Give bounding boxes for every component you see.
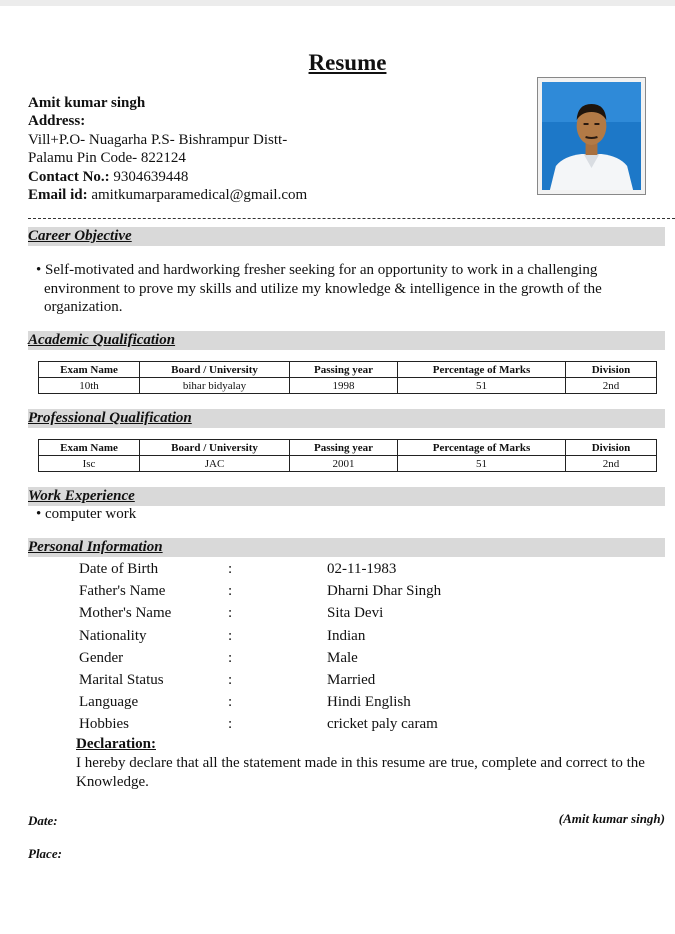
address-line-2: Palamu Pin Code- 822124 — [28, 150, 186, 167]
info-separator: : — [228, 649, 233, 666]
section-personal-information — [28, 538, 665, 557]
contact-block — [28, 94, 307, 204]
top-strip — [0, 0, 675, 6]
signature-name: (Amit kumar singh) — [558, 811, 665, 826]
info-label: Mother's Name — [79, 605, 172, 622]
info-value: Married — [327, 671, 376, 688]
column-header: Board / University — [140, 440, 290, 456]
column-header: Division — [566, 440, 657, 456]
table-header-row — [39, 362, 657, 378]
declaration-heading: Declaration: — [76, 736, 156, 752]
place-label: Place: — [28, 846, 62, 861]
table-row — [39, 456, 657, 472]
contact-row — [28, 168, 307, 186]
info-label: Father's Name — [79, 583, 166, 600]
section-work-experience — [28, 487, 665, 506]
table-cell: JAC — [140, 456, 290, 472]
info-label: Gender — [79, 649, 124, 666]
contact-value: 9304639448 — [113, 168, 189, 185]
email-label: Email id: — [28, 187, 88, 204]
section-heading: Professional Qualification — [28, 410, 192, 426]
table-header-row — [39, 440, 657, 456]
info-label: Language — [79, 694, 139, 711]
table-cell: Isc — [39, 456, 140, 472]
table-cell: 2nd — [566, 378, 657, 394]
profile-photo — [537, 77, 646, 195]
table-cell: 10th — [39, 378, 140, 394]
date-label: Date: — [28, 813, 58, 828]
info-value: Male — [327, 649, 358, 666]
column-header: Exam Name — [39, 440, 140, 456]
info-separator: : — [228, 671, 233, 688]
email-row — [28, 186, 307, 204]
info-label: Nationality — [79, 627, 147, 644]
info-value: 02-11-1983 — [327, 561, 397, 577]
section-career-objective — [28, 227, 665, 246]
table-cell: bihar bidyalay — [140, 378, 290, 394]
page-title: Resume — [308, 50, 387, 75]
info-value: cricket paly caram — [327, 716, 438, 733]
section-heading: Career Objective — [28, 228, 132, 244]
section-heading: Academic Qualification — [28, 332, 176, 348]
email-value: amitkumarparamedical@gmail.com — [91, 187, 308, 204]
professional-table — [38, 439, 657, 472]
info-value: Hindi English — [327, 694, 411, 711]
table-cell: 51 — [398, 456, 566, 472]
info-separator: : — [228, 694, 233, 711]
academic-table — [38, 361, 657, 394]
column-header: Passing year — [290, 440, 398, 456]
dashed-divider — [28, 218, 675, 219]
column-header: Board / University — [140, 362, 290, 378]
address-line-1: Vill+P.O- Nuagarha P.S- Bishrampur Distt- — [28, 131, 288, 148]
column-header: Percentage of Marks — [398, 440, 566, 456]
info-separator: : — [228, 716, 233, 733]
info-separator: : — [228, 605, 233, 622]
table-cell: 2001 — [290, 456, 398, 472]
column-header: Percentage of Marks — [398, 362, 566, 378]
career-objective-text: • Self-motivated and hardworking fresher seeking for an opportunity to work in a challenging environment to prove my skills and utilize my knowledge & intelligence in the growth of the organization. — [36, 262, 602, 315]
work-experience-item: • computer work — [36, 506, 137, 522]
info-value: Indian — [327, 627, 366, 644]
info-value: Sita Devi — [327, 605, 384, 622]
info-label: Date of Birth — [79, 561, 159, 577]
column-header: Exam Name — [39, 362, 140, 378]
section-academic-qualification — [28, 331, 665, 350]
candidate-name: Amit kumar singh — [28, 95, 146, 111]
info-separator: : — [228, 561, 233, 577]
table-cell: 2nd — [566, 456, 657, 472]
address-label: Address: — [28, 113, 86, 130]
section-professional-qualification — [28, 409, 665, 428]
table-row — [39, 378, 657, 394]
declaration-text: I hereby declare that all the statement made in this resume are true, complete and correct to the Knowledge. — [76, 755, 645, 790]
info-label: Marital Status — [79, 671, 164, 688]
contact-label: Contact No.: — [28, 168, 110, 185]
column-header: Passing year — [290, 362, 398, 378]
table-cell: 1998 — [290, 378, 398, 394]
table-cell: 51 — [398, 378, 566, 394]
section-heading: Personal Information — [28, 539, 163, 555]
info-separator: : — [228, 583, 233, 600]
info-separator: : — [228, 627, 233, 644]
person-photo-icon — [542, 82, 641, 190]
section-heading: Work Experience — [28, 488, 135, 504]
info-label: Hobbies — [79, 716, 129, 733]
info-value: Dharni Dhar Singh — [327, 583, 442, 600]
column-header: Division — [566, 362, 657, 378]
